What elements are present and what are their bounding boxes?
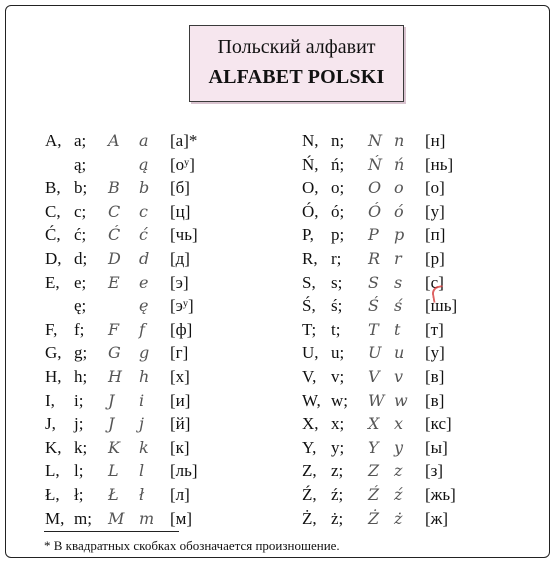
pronunciation: [м] <box>170 508 193 528</box>
footnote: * В квадратных скобках обозначается произношение. <box>44 538 340 553</box>
script-lowercase: u <box>394 343 405 363</box>
pronunciation: [л] <box>170 485 190 504</box>
script-uppercase: Ó <box>368 201 382 221</box>
pronunciation: [б] <box>170 178 190 198</box>
script-lowercase: c <box>139 201 148 221</box>
letter-lowercase: u; <box>331 343 345 363</box>
letter-uppercase: G, <box>45 343 62 363</box>
script-lowercase: ś <box>394 296 403 316</box>
pronunciation: [и] <box>170 390 191 410</box>
pronunciation: [оʸ] <box>170 154 195 174</box>
pronunciation: [к] <box>170 437 190 457</box>
letter-uppercase: Ł, <box>45 485 60 504</box>
script-uppercase: Ń <box>368 154 382 174</box>
script-lowercase: ń <box>394 154 405 174</box>
pronunciation: [чь] <box>170 225 198 245</box>
pronunciation: [жь] <box>425 485 456 504</box>
title-russian: Польский алфавит <box>217 36 376 58</box>
letter-lowercase: s; <box>331 272 343 292</box>
letter-uppercase: M, <box>45 508 65 528</box>
pronunciation: [кс] <box>425 414 452 434</box>
pronunciation: [ц] <box>170 201 191 221</box>
script-lowercase: h <box>139 367 150 386</box>
script-lowercase: v <box>394 367 404 386</box>
letter-lowercase: a; <box>74 131 87 150</box>
script-lowercase: y <box>394 437 404 457</box>
script-lowercase: j <box>139 414 144 434</box>
letter-lowercase: k; <box>74 437 88 457</box>
script-uppercase: S <box>368 272 379 292</box>
script-lowercase: ź <box>394 485 403 504</box>
letter-lowercase: ó; <box>331 201 345 221</box>
title-polish: ALFABET POLSKI <box>208 66 385 88</box>
script-lowercase: i <box>139 390 145 410</box>
script-lowercase: s <box>394 272 403 292</box>
letter-lowercase: r; <box>331 249 342 268</box>
pronunciation: [ль] <box>170 461 198 481</box>
script-uppercase: A <box>108 131 120 150</box>
letter-uppercase: B, <box>45 178 61 198</box>
pronunciation: [х] <box>170 367 190 386</box>
letter-lowercase: f; <box>74 319 85 339</box>
script-uppercase: B <box>108 178 120 198</box>
pronunciation: [ф] <box>170 319 193 339</box>
letter-lowercase: ę; <box>74 296 87 316</box>
script-uppercase: E <box>108 272 120 292</box>
script-lowercase: ć <box>139 225 148 245</box>
letter-lowercase: j; <box>74 414 84 434</box>
script-uppercase: X <box>368 414 380 434</box>
letter-uppercase: Ń, <box>302 154 319 174</box>
letter-lowercase: t; <box>331 319 341 339</box>
script-uppercase: J <box>108 390 115 410</box>
script-lowercase: b <box>139 178 150 198</box>
script-lowercase: k <box>139 437 149 457</box>
letter-lowercase: d; <box>74 249 88 268</box>
pronunciation: [й] <box>170 414 191 434</box>
script-uppercase: Ź <box>368 485 380 504</box>
script-uppercase: N <box>368 131 382 150</box>
letter-lowercase: ą; <box>74 154 87 174</box>
script-uppercase: V <box>368 367 380 386</box>
script-uppercase: W <box>368 390 385 410</box>
script-uppercase: D <box>108 249 121 268</box>
letter-lowercase: ż; <box>331 508 344 528</box>
letter-lowercase: g; <box>74 343 88 363</box>
script-uppercase: Ł <box>108 485 119 504</box>
script-uppercase: P <box>368 225 379 245</box>
script-lowercase: x <box>394 414 404 434</box>
pronunciation: [в] <box>425 367 445 386</box>
script-uppercase: L <box>108 461 119 481</box>
letter-lowercase: o; <box>331 178 345 198</box>
title-box <box>189 25 404 102</box>
pronunciation: [о] <box>425 178 445 198</box>
letter-lowercase: y; <box>331 437 345 457</box>
letter-uppercase: C, <box>45 201 61 221</box>
pronunciation: [з] <box>425 461 444 481</box>
letter-lowercase: n; <box>331 131 345 150</box>
letter-uppercase: I, <box>45 390 55 410</box>
script-lowercase: ż <box>394 508 403 528</box>
pronunciation: [ж] <box>425 508 449 528</box>
script-lowercase: t <box>394 319 401 339</box>
script-uppercase: F <box>108 319 120 339</box>
script-uppercase: G <box>108 343 121 363</box>
script-lowercase: ł <box>139 485 145 504</box>
script-lowercase: m <box>139 508 155 528</box>
letter-uppercase: X, <box>302 414 319 434</box>
letter-lowercase: ń; <box>331 154 345 174</box>
script-uppercase: Ż <box>368 508 380 528</box>
letter-uppercase: T; <box>302 319 317 339</box>
script-uppercase: Z <box>368 461 380 481</box>
pronunciation: [в] <box>425 390 445 410</box>
pronunciation: [э] <box>170 272 189 292</box>
script-uppercase: K <box>108 437 120 457</box>
script-lowercase: a <box>139 131 149 150</box>
pronunciation: [п] <box>425 225 446 245</box>
letter-uppercase: E, <box>45 272 60 292</box>
letter-lowercase: p; <box>331 225 345 245</box>
letter-uppercase: Ś, <box>302 296 316 316</box>
letter-uppercase: P, <box>302 225 314 245</box>
letter-uppercase: J, <box>45 414 56 434</box>
pronunciation: [у] <box>425 343 445 363</box>
letter-uppercase: S, <box>302 272 316 292</box>
pronunciation: [н] <box>425 131 446 150</box>
letter-uppercase: Ć, <box>45 225 61 245</box>
letter-uppercase: Ź, <box>302 485 317 504</box>
letter-uppercase: Ż, <box>302 508 317 528</box>
script-lowercase: r <box>394 249 402 268</box>
letter-lowercase: z; <box>331 461 344 481</box>
letter-lowercase: h; <box>74 367 88 386</box>
letter-lowercase: e; <box>74 272 87 292</box>
script-lowercase: ó <box>394 201 404 221</box>
letter-lowercase: ź; <box>331 485 344 504</box>
script-uppercase: R <box>368 249 381 268</box>
script-lowercase: e <box>139 272 149 292</box>
letter-lowercase: c; <box>74 201 87 221</box>
letter-lowercase: ł; <box>74 485 84 504</box>
script-lowercase: p <box>394 225 405 245</box>
script-lowercase: n <box>394 131 405 150</box>
letter-uppercase: N, <box>302 131 319 150</box>
script-lowercase: ą <box>139 154 149 174</box>
script-lowercase: o <box>394 178 404 198</box>
letter-lowercase: w; <box>331 390 348 410</box>
footnote-divider <box>44 531 179 532</box>
script-uppercase: M <box>108 508 125 528</box>
script-uppercase: Ś <box>368 296 379 316</box>
letter-uppercase: Ó, <box>302 201 319 221</box>
letter-lowercase: i; <box>74 390 84 410</box>
script-uppercase: T <box>368 319 379 339</box>
pronunciation: [т] <box>425 319 444 339</box>
letter-uppercase: L, <box>45 461 60 481</box>
pronunciation: [а]* <box>170 131 198 150</box>
script-lowercase: z <box>394 461 403 481</box>
script-uppercase: U <box>368 343 382 363</box>
pronunciation: [у] <box>425 201 445 221</box>
pronunciation: [нь] <box>425 154 454 174</box>
pronunciation: [д] <box>170 249 190 268</box>
script-lowercase: ę <box>139 296 149 316</box>
pronunciation: [с] <box>425 272 444 292</box>
letter-lowercase: m; <box>74 508 92 528</box>
letter-uppercase: W, <box>302 390 321 410</box>
script-lowercase: f <box>139 319 145 339</box>
letter-uppercase: H, <box>45 367 62 386</box>
script-uppercase: Y <box>368 437 379 457</box>
pronunciation: [р] <box>425 249 445 268</box>
letter-uppercase: R, <box>302 249 318 268</box>
script-lowercase: g <box>139 343 150 363</box>
letter-uppercase: Z, <box>302 461 317 481</box>
letter-uppercase: U, <box>302 343 319 363</box>
pronunciation: [г] <box>170 343 189 363</box>
letter-uppercase: V, <box>302 367 317 386</box>
letter-uppercase: A, <box>45 131 62 150</box>
letter-lowercase: v; <box>331 367 345 386</box>
letter-lowercase: x; <box>331 414 345 434</box>
script-lowercase: l <box>139 461 145 481</box>
letter-uppercase: F, <box>45 319 58 339</box>
letter-lowercase: l; <box>74 461 84 481</box>
letter-uppercase: K, <box>45 437 62 457</box>
pronunciation: [шь] <box>425 296 458 316</box>
letter-uppercase: O, <box>302 178 319 198</box>
script-uppercase: Ć <box>108 225 121 245</box>
letter-uppercase: D, <box>45 249 62 268</box>
script-lowercase: w <box>394 390 408 410</box>
letter-lowercase: ć; <box>74 225 87 245</box>
script-uppercase: H <box>108 367 122 386</box>
letter-uppercase: Y, <box>302 437 317 457</box>
script-uppercase: C <box>108 201 121 221</box>
script-uppercase: J <box>108 414 115 434</box>
letter-lowercase: ś; <box>331 296 343 316</box>
pronunciation: [эʸ] <box>170 296 194 316</box>
pronunciation: [ы] <box>425 437 448 457</box>
red-pen-mark <box>431 285 446 303</box>
script-lowercase: d <box>139 249 150 268</box>
script-uppercase: O <box>368 178 382 198</box>
letter-lowercase: b; <box>74 178 88 198</box>
